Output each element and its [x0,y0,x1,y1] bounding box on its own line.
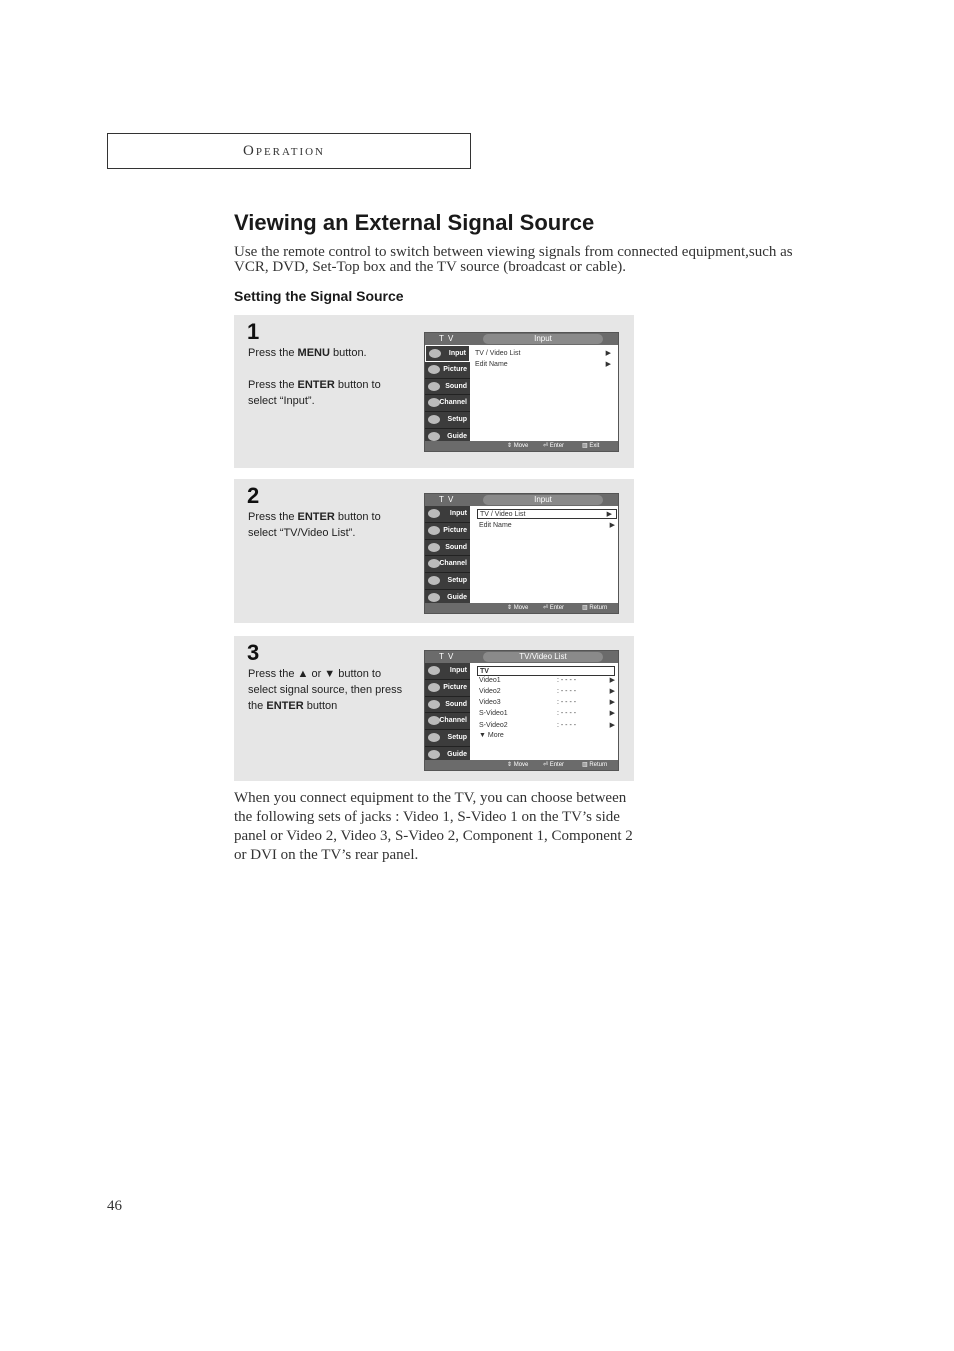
guide-icon [428,432,440,441]
input-icon [428,666,440,675]
osd-sidebar-item: Sound [425,540,470,557]
arrow-right-icon: ▶ [609,710,615,717]
osd-row: Video3 : - - - - ▶ [479,699,615,706]
osd-sidebar-item: Channel [425,713,470,730]
arrow-right-icon: ▶ [609,688,615,695]
section-label: Operation [243,143,326,159]
picture-icon [428,526,440,535]
enter-icon: ⏎ Enter [543,443,565,449]
osd-row: Edit Name ▶ [479,522,615,529]
osd-sidebar-item: Channel [425,395,470,412]
osd-sidebar-item: Input [425,506,470,523]
osd-sidebar [425,345,470,441]
step-instructions: Press the ▲ or ▼ button to select signal source, then press the ENTER button [248,668,403,712]
enter-icon: ⏎ Enter [543,762,565,768]
arrow-right-icon: ▶ [606,511,612,518]
osd-row: TV / Video List ▶ [475,350,611,357]
osd-sidebar-item: Input [425,345,470,362]
osd-bottom-bar [425,441,618,451]
sound-icon [428,700,440,709]
osd-sidebar-item: Input [425,663,470,680]
tv-menu-screenshot [424,650,619,771]
channel-icon [428,716,440,725]
osd-row: Edit Name ▶ [475,361,611,368]
osd-title: Input [534,495,552,504]
input-icon [428,509,440,518]
section-header-box [107,133,471,169]
guide-icon [428,593,440,602]
guide-icon [428,750,440,759]
step-3-panel [234,636,634,781]
osd-sidebar [425,506,470,603]
picture-icon [428,683,440,692]
arrow-right-icon: ▶ [609,522,615,529]
step-instructions: Press the MENU button. Press the ENTER button to select “Input”. [248,347,381,407]
exit-icon: ▥ Exit [582,443,600,449]
picture-icon [428,365,440,374]
arrow-right-icon: ▶ [605,361,611,368]
return-icon: ▥ Return [582,762,608,768]
step-number: 3 [247,640,260,665]
osd-bottom-bar [425,760,618,770]
tv-menu-screenshot [424,493,619,614]
osd-sidebar-item: Guide [425,429,470,446]
osd-row-selected: TV [477,666,615,676]
osd-more: ▼ More [479,732,504,739]
osd-tv-label: T V [439,495,455,504]
osd-sidebar [425,663,470,760]
osd-bottom-bar [425,603,618,613]
arrow-right-icon: ▶ [609,677,615,684]
osd-sidebar-item: Setup [425,412,470,429]
osd-title: Input [534,334,552,343]
sound-icon [428,382,440,391]
osd-row: S-Video1 : - - - - ▶ [479,710,615,717]
osd-sidebar-item: Picture [425,362,470,379]
sound-icon [428,543,440,552]
osd-sidebar-item: Sound [425,697,470,714]
osd-row-selected: TV / Video List ▶ [477,509,617,519]
osd-tv-label: T V [439,652,455,661]
arrow-right-icon: ▶ [609,722,615,729]
intro-paragraph: Use the remote control to switch between viewing signals from connected equipment,such as VCR, DVD, Set-Top box and the TV source (broadcast or cable). [234,244,793,275]
osd-row: Video1 : - - - - ▶ [479,677,615,684]
step-number: 1 [247,319,260,344]
osd-sidebar-item: Guide [425,590,470,607]
osd-tv-label: T V [439,334,455,343]
channel-icon [428,398,440,407]
osd-sidebar-item: Picture [425,523,470,540]
enter-icon: ⏎ Enter [543,605,565,611]
page-number: 46 [107,1198,122,1214]
osd-title: TV/Video List [519,652,567,661]
setup-icon [428,576,440,585]
osd-row: S-Video2 : - - - - ▶ [479,722,615,729]
return-icon: ▥ Return [582,605,608,611]
step-number: 2 [247,483,260,508]
channel-icon [428,559,440,568]
input-icon [429,349,441,358]
arrow-right-icon: ▶ [605,350,611,357]
osd-top-bar [425,651,618,663]
osd-sidebar-item: Setup [425,730,470,747]
body-paragraph: When you connect equipment to the TV, you can choose between the following sets of jacks : Video 1, S-Video 1 on the TV’s side panel or Video 2, Video 3, S-Video 2, Component 1, Component 2 or DVI on the TV’s rear panel. [234,790,633,863]
step-1-panel [234,315,634,468]
arrow-right-icon: ▶ [609,699,615,706]
page-title: Viewing an External Signal Source [234,210,595,235]
step-instructions: Press the ENTER button to select “TV/Video List”. [248,511,381,539]
move-icon: ⇕ Move [507,762,529,768]
tv-menu-screenshot [424,332,619,452]
subheading: Setting the Signal Source [234,288,404,304]
osd-sidebar-item: Setup [425,573,470,590]
move-icon: ⇕ Move [507,443,529,449]
osd-top-bar [425,494,618,506]
osd-sidebar-item: Channel [425,556,470,573]
osd-top-bar [425,333,618,345]
osd-sidebar-item: Sound [425,379,470,396]
osd-sidebar-item: Picture [425,680,470,697]
step-2-panel [234,479,634,623]
setup-icon [428,733,440,742]
move-icon: ⇕ Move [507,605,529,611]
osd-sidebar-item: Guide [425,747,470,764]
setup-icon [428,415,440,424]
osd-row: Video2 : - - - - ▶ [479,688,615,695]
